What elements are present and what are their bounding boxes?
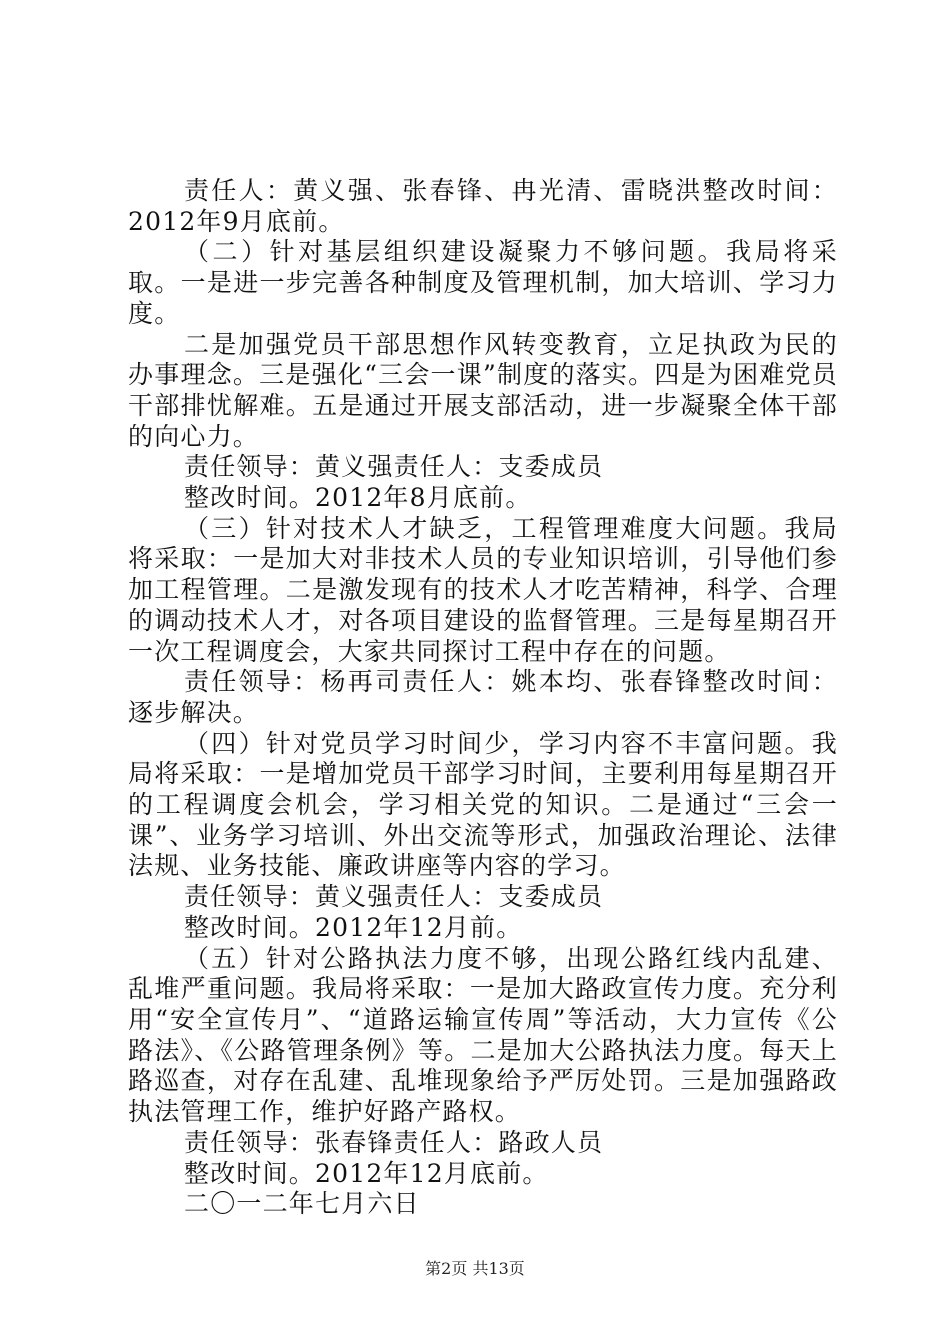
paragraph-item-4-leader: 责任领导：黄义强责任人：支委成员 xyxy=(184,882,604,912)
paragraph-responsible-persons: 责任人：黄义强、张春锋、冉光清、雷晓洪整改时间：2012年9月底前。 xyxy=(128,176,838,236)
paragraph-item-2-deadline: 整改时间。2012年8月底前。 xyxy=(184,483,532,513)
page-footer xyxy=(0,1256,950,1279)
paragraph-item-5-deadline: 整改时间。2012年12月底前。 xyxy=(184,1158,549,1188)
paragraph-item-4: （四）针对党员学习时间少，学习内容不丰富问题。我局将采取：一是增加党员干部学习时间，主要利用每星期召开的工程调度会机会，学习相关党的知识。二是通过“三会一课”、业务学习培训、外出交流等形式，加强政治理论、法律法规、业务技能、廉政讲座等内容的学习。 xyxy=(128,728,838,881)
paragraph-item-2: （二）针对基层组织建设凝聚力不够问题。我局将采取。一是进一步完善各种制度及管理机制，加大培训、学习力度。 xyxy=(128,237,838,328)
paragraph-item-2-measures: 二是加强党员干部思想作风转变教育，立足执政为民的办事理念。三是强化“三会一课”制度的落实。四是为困难党员干部排忧解难。五是通过开展支部活动，进一步凝聚全体干部的向心力。 xyxy=(128,329,838,451)
paragraph-item-4-deadline: 整改时间。2012年12月前。 xyxy=(184,912,523,942)
document-date: 二〇一二年七月六日 xyxy=(184,1189,420,1219)
paragraph-item-3-leader: 责任领导：杨再司责任人：姚本均、张春锋整改时间：逐步解决。 xyxy=(128,667,838,727)
paragraph-item-5-leader: 责任领导：张春锋责任人：路政人员 xyxy=(184,1127,604,1157)
page-number: 第2页 共13页 xyxy=(425,1259,525,1278)
paragraph-item-3: （三）针对技术人才缺乏，工程管理难度大问题。我局将采取：一是加大对非技术人员的专业知识培训，引导他们参加工程管理。二是激发现有的技术人才吃苦精神，科学、合理的调动技术人才，对各项目建设的监督管理。三是每星期召开一次工程调度会，大家共同探讨工程中存在的问题。 xyxy=(128,513,838,666)
paragraph-item-5: （五）针对公路执法力度不够，出现公路红线内乱建、乱堆严重问题。我局将采取：一是加大路政宣传力度。充分利用“安全宣传月”、“道路运输宣传周”等活动，大力宣传《公路法》、《公路管理条例》等。二是加大公路执法力度。每天上路巡查，对存在乱建、乱堆现象给予严厉处罚。三是加强路政执法管理工作，维护好路产路权。 xyxy=(128,943,838,1127)
paragraph-item-2-leader: 责任领导：黄义强责任人：支委成员 xyxy=(184,452,604,482)
document-body xyxy=(128,176,838,1220)
